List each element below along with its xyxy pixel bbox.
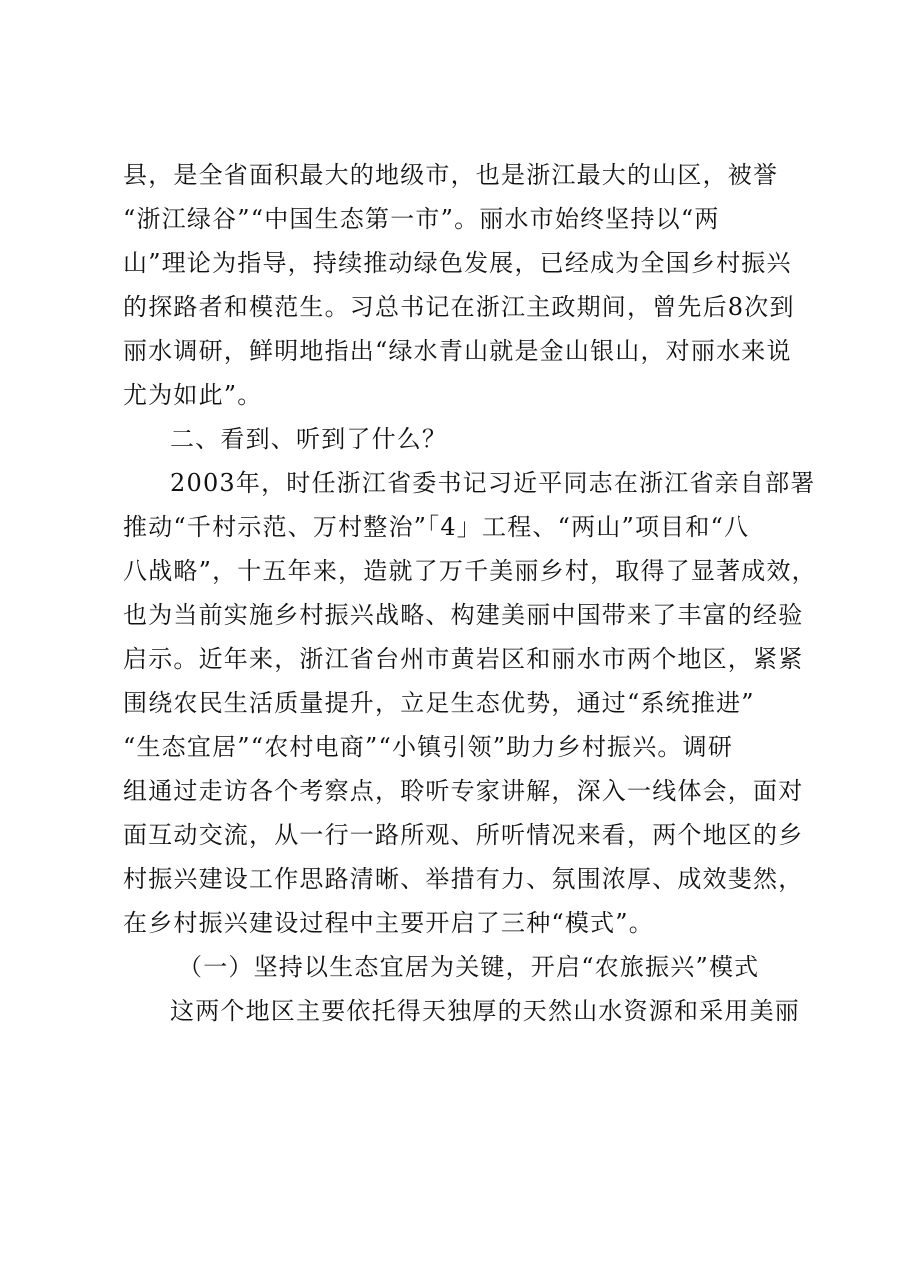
body-text-line: 面互动交流，从一行一路所观、所听情况来看，两个地区的乡 xyxy=(123,821,804,849)
paragraph-first-line: 这两个地区主要依托得天独厚的天然山水资源和采用美丽 xyxy=(170,997,800,1025)
body-text-line: 围绕农民生活质量提升，立足生态优势，通过“系统推进” xyxy=(123,689,755,717)
body-text-line: 的探路者和模范生。习总书记在浙江主政期间，曾先后8次到 xyxy=(123,293,795,321)
body-text-line: 组通过走访各个考察点，聆听专家讲解，深入一线体会，面对 xyxy=(123,777,804,805)
document-body xyxy=(123,153,817,1033)
body-text-line: 推动“千村示范、万村整治”「4」工程、“两山”项目和“八 xyxy=(123,513,750,541)
body-text-line: 也为当前实施乡村振兴战略、构建美丽中国带来了丰富的经验 xyxy=(123,601,804,629)
body-text-line: 山”理论为指导，持续推动绿色发展，已经成为全国乡村振兴 xyxy=(123,249,792,277)
body-text-line: 启示。近年来，浙江省台州市黄岩区和丽水市两个地区，紧紧 xyxy=(123,645,804,673)
body-text-line: 村振兴建设工作思路清晰、举措有力、氛围浓厚、成效斐然， xyxy=(123,865,804,893)
body-text-line: “生态宜居”“农村电商”“小镇引领”助力乡村振兴。调研 xyxy=(123,733,734,761)
subsection-heading: （一）坚持以生态宜居为关键，开启“农旅振兴”模式 xyxy=(178,953,760,981)
paragraph-first-line: 2003年，时任浙江省委书记习近平同志在浙江省亲自部署 xyxy=(170,469,816,497)
body-text-line: “浙江绿谷”“中国生态第一市”。丽水市始终坚持以“两 xyxy=(123,205,720,233)
body-text-line: 尤为如此”。 xyxy=(123,381,263,409)
body-text-line: 丽水调研，鲜明地指出“绿水青山就是金山银山，对丽水来说 xyxy=(123,337,792,365)
body-text-line: 八战略”，十五年来，造就了万千美丽乡村，取得了显著成效， xyxy=(123,557,817,585)
body-text-line: 县，是全省面积最大的地级市，也是浙江最大的山区，被誉 xyxy=(123,161,779,189)
section-heading: 二、看到、听到了什么？ xyxy=(170,425,448,453)
body-text-line: 在乡村振兴建设过程中主要开启了三种“模式”。 xyxy=(123,909,654,937)
